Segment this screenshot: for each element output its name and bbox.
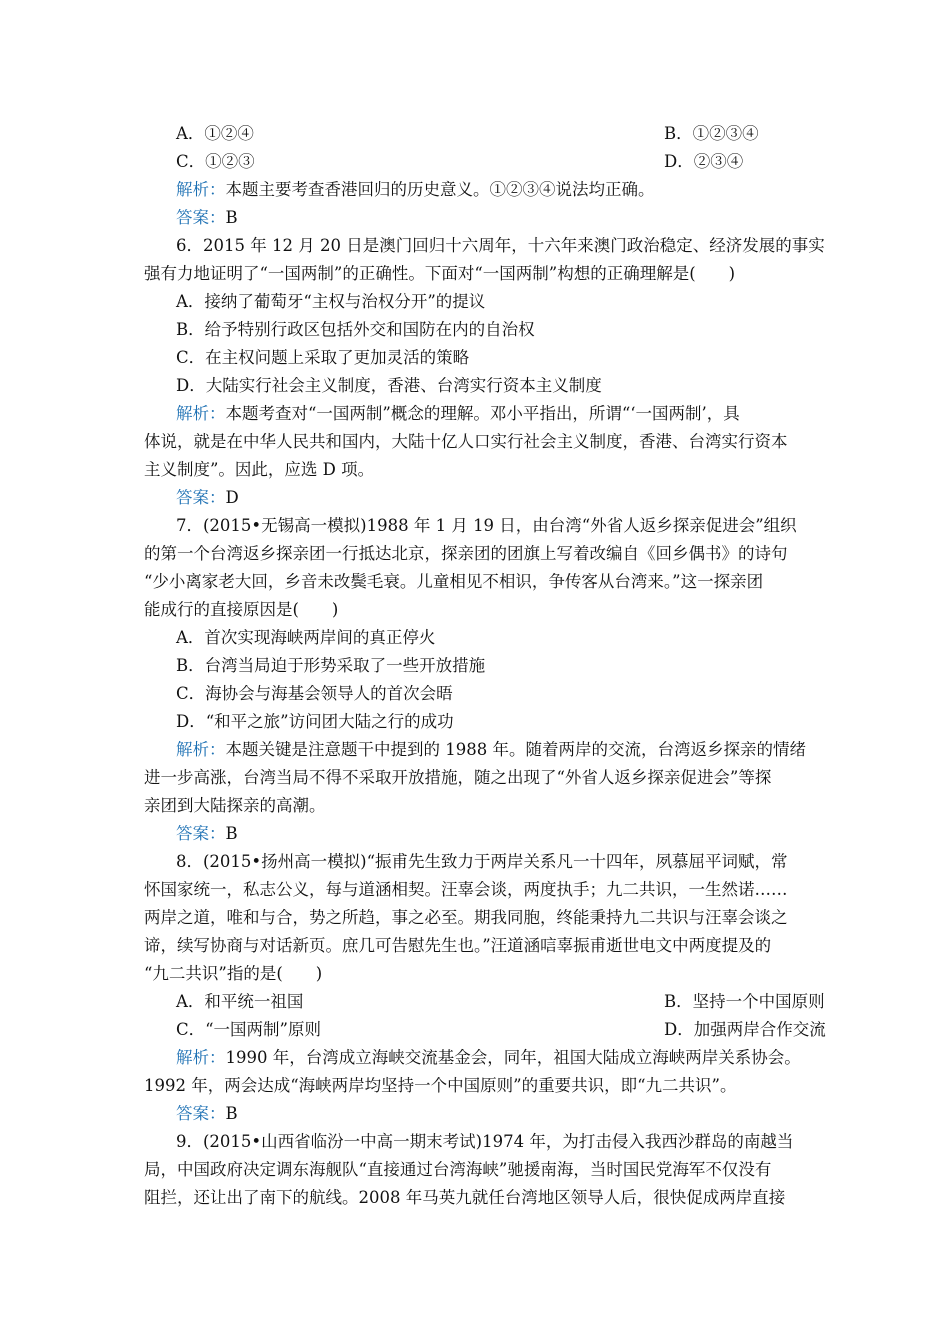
q7-option-a: A．首次实现海峡两岸间的真正停火: [176, 628, 436, 647]
q5-option-a: A．①②④: [176, 124, 254, 143]
q6-option-d: D．大陆实行社会主义制度，香港、台湾实行资本主义制度: [176, 376, 602, 395]
analysis-label: 解析：: [176, 740, 226, 759]
q6-option-b: B．给予特别行政区包括外交和国防在内的自治权: [176, 320, 535, 339]
q8-stem-line-2: 怀国家统一，私志公义，每与道涵相契。汪辜会谈，两度执手；九二共识，一生然诺……: [144, 880, 788, 899]
q7-stem-line-1: 7．(2015•无锡高一模拟)1988 年 1 月 19 日，由台湾“外省人返乡探亲促进会”组织: [176, 516, 797, 535]
q8-option-c: C．“一国两制”原则: [176, 1020, 321, 1039]
answer-label: 答案：: [176, 488, 226, 507]
q7-option-d: D．“和平之旅”访问团大陆之行的成功: [176, 712, 454, 731]
q8-stem-line-3: 两岸之道，唯和与合，势之所趋，事之必至。期我同胞，终能秉持九二共识与汪辜会谈之: [144, 908, 788, 927]
q6-analysis-line-2: 体说，就是在中华人民共和国内，大陆十亿人口实行社会主义制度，香港、台湾实行资本: [144, 432, 788, 451]
q7-answer: [176, 824, 856, 844]
analysis-label: 解析：: [176, 1048, 226, 1067]
q7-analysis-text-1: 本题关键是注意题干中提到的 1988 年。随着两岸的交流，台湾返乡探亲的情绪: [225, 740, 806, 759]
answer-label: 答案：: [176, 824, 226, 843]
q7-option-c: C．海协会与海基会领导人的首次会晤: [176, 684, 453, 703]
q6-answer: [176, 488, 856, 508]
q9-stem-line-2: 局，中国政府决定调东海舰队“直接通过台湾海峡”驰援南海，当时国民党海军不仅没有: [144, 1160, 772, 1179]
q9-stem-line-3: 阻拦，还让出了南下的航线。2008 年马英九就任台湾地区领导人后，很快促成两岸直接: [144, 1188, 786, 1207]
q8-stem-line-5: “九二共识”指的是( ): [144, 964, 323, 983]
q7-analysis-line-3: 亲团到大陆探亲的高潮。: [144, 796, 326, 815]
q8-stem-line-1: 8．(2015•扬州高一模拟)“振甫先生致力于两岸关系凡一十四年，夙慕屈平词赋，常: [176, 852, 788, 871]
answer-label: 答案：: [176, 208, 226, 227]
q8-answer-value: B: [225, 1104, 238, 1123]
q6-option-a: A．接纳了葡萄牙“主权与治权分开”的提议: [176, 292, 486, 311]
q8-analysis-line-1: [176, 1048, 856, 1068]
q5-options-row-1: [176, 124, 856, 144]
q5-analysis: [176, 180, 856, 200]
q8-option-d: D．加强两岸合作交流: [664, 1020, 826, 1039]
q8-option-a: A．和平统一祖国: [176, 992, 304, 1011]
q6-stem-line-2: 强有力地证明了“一国两制”的正确性。下面对“一国两制”构想的正确理解是( ): [144, 264, 736, 283]
q8-answer: [176, 1104, 856, 1124]
q7-option-b: B．台湾当局迫于形势采取了一些开放措施: [176, 656, 486, 675]
q7-analysis-line-2: 进一步高涨，台湾当局不得不采取开放措施，随之出现了“外省人返乡探亲促进会”等探: [144, 768, 772, 787]
q7-stem-line-2: 的第一个台湾返乡探亲团一行抵达北京，探亲团的团旗上写着改编自《回乡偶书》的诗句: [144, 544, 788, 563]
q9-stem-line-1: 9．(2015•山西省临汾一中高一期末考试)1974 年，为打击侵入我西沙群岛的南越当: [176, 1132, 794, 1151]
q6-answer-value: D: [225, 488, 239, 507]
q5-answer-value: B: [225, 208, 238, 227]
q8-analysis-line-2: 1992 年，两会达成“海峡两岸均坚持一个中国原则”的重要共识，即“九二共识”。: [144, 1076, 737, 1095]
q5-option-d: D．②③④: [664, 152, 744, 171]
q5-option-c: C．①②③: [176, 152, 255, 171]
q5-analysis-text: 本题主要考查香港回归的历史意义。①②③④说法均正确。: [225, 180, 655, 199]
q5-options-row-2: [176, 152, 856, 172]
q7-stem-line-3: “少小离家老大回，乡音未改鬓毛衰。儿童相见不相识，争传客从台湾来。”这一探亲团: [144, 572, 764, 591]
q8-options-row-2: [176, 1020, 856, 1040]
analysis-label: 解析：: [176, 404, 226, 423]
q6-stem-line-1: 6．2015 年 12 月 20 日是澳门回归十六周年，十六年来澳门政治稳定、经济发展的事实: [176, 236, 825, 255]
q8-stem-line-4: 谛，续写协商与对话新页。庶几可告慰先生也。”汪道涵唁辜振甫逝世电文中两度提及的: [144, 936, 772, 955]
q8-analysis-text-1: 1990 年，台湾成立海峡交流基金会，同年，祖国大陆成立海峡两岸关系协会。: [225, 1048, 801, 1067]
q8-option-b: B．坚持一个中国原则: [664, 992, 825, 1011]
q7-stem-line-4: 能成行的直接原因是( ): [144, 600, 339, 619]
answer-label: 答案：: [176, 1104, 226, 1123]
q6-option-c: C．在主权问题上采取了更加灵活的策略: [176, 348, 470, 367]
q7-answer-value: B: [225, 824, 238, 843]
q5-option-b: B．①②③④: [664, 124, 759, 143]
q5-answer: [176, 208, 856, 228]
analysis-label: 解析：: [176, 180, 226, 199]
q8-options-row-1: [176, 992, 856, 1012]
q6-analysis-line-3: 主义制度”。因此，应选 D 项。: [144, 460, 375, 479]
q6-analysis-line-1: [176, 404, 856, 424]
q6-analysis-text-1: 本题考查对“一国两制”概念的理解。邓小平指出，所谓“‘一国两制’，具: [225, 404, 740, 423]
q7-analysis-line-1: [176, 740, 856, 760]
